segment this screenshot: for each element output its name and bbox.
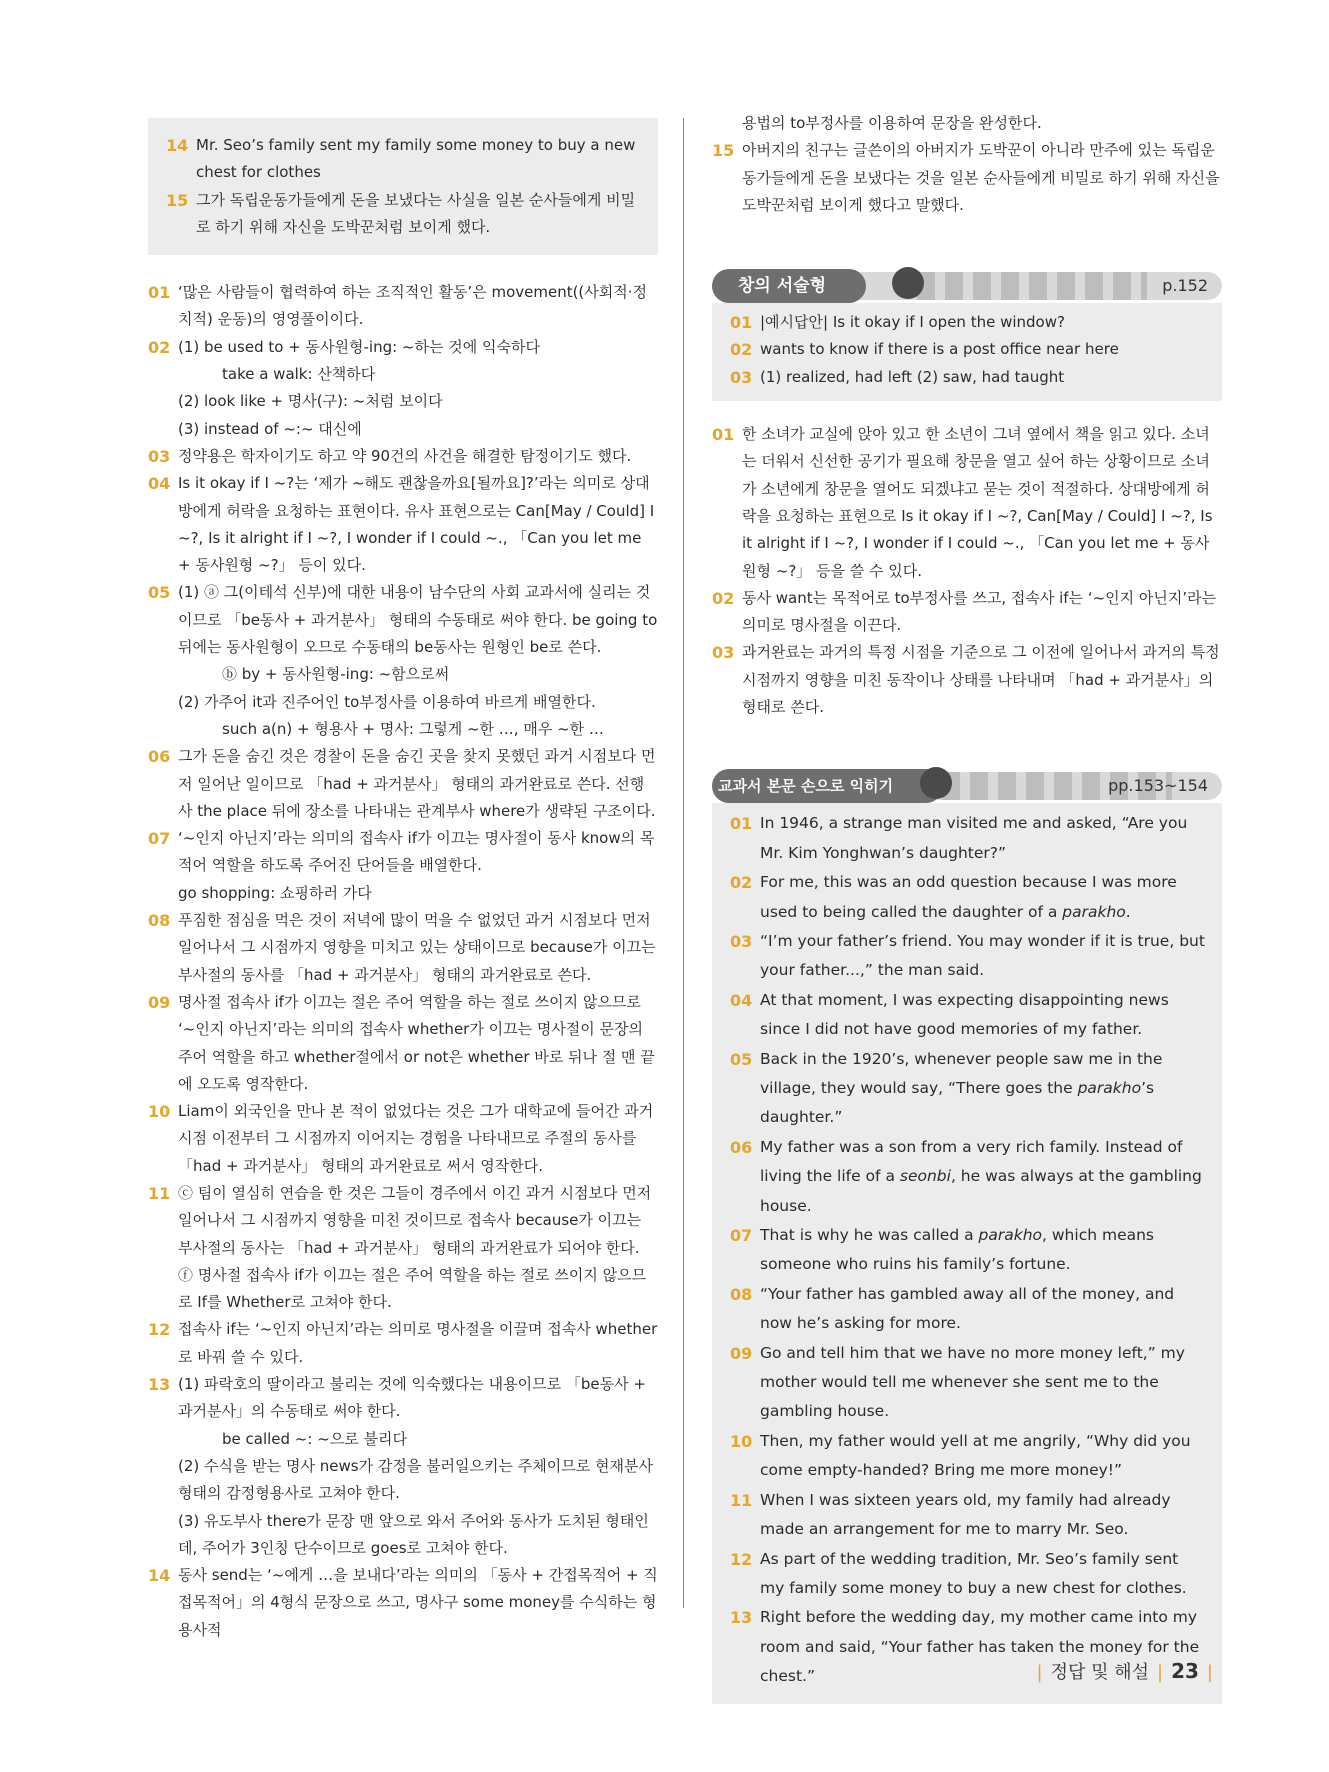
explanation-item bbox=[148, 1562, 658, 1644]
explanation-item bbox=[712, 421, 1222, 585]
item-number: 01 bbox=[148, 283, 171, 303]
passage-sentence bbox=[730, 1133, 1206, 1221]
item-text: 그가 독립운동가들에게 돈을 보냈다는 사실을 일본 순사들에게 비밀로 하기 위해 자신을 도박꾼처럼 보이게 했다. bbox=[196, 190, 636, 236]
item-text: Mr. Seo’s family sent my family some money to buy a new chest for clothes bbox=[196, 136, 636, 182]
item-number: 02 bbox=[730, 873, 753, 893]
item-text: As part of the wedding tradition, Mr. Seo’s family sent my family some money to buy a new chest for clothes. bbox=[760, 1549, 1187, 1597]
item-text: “Your father has gambled away all of the money, and now he’s asking for more. bbox=[760, 1284, 1175, 1333]
item-line: take a walk: 산책하다 bbox=[222, 365, 376, 384]
passage-sentence bbox=[730, 1221, 1206, 1280]
italic-term: seonbi bbox=[899, 1167, 951, 1186]
item-line: (3) instead of ~:~ 대신에 bbox=[178, 419, 362, 438]
passage-sentence bbox=[730, 1045, 1206, 1133]
item-number: 08 bbox=[730, 1284, 753, 1304]
passage-box bbox=[712, 803, 1222, 1703]
item-text: My father was a son from a very rich family. Instead of living the life of a bbox=[760, 1137, 1183, 1186]
explanation-item bbox=[148, 443, 658, 470]
item-text: “I’m your father’s friend. You may wonder if it is true, but your father...,” the man said. bbox=[760, 931, 1205, 980]
header-stripes bbox=[917, 272, 1147, 300]
answer-item bbox=[730, 336, 1206, 363]
left-column bbox=[148, 118, 658, 1644]
item-line: 푸짐한 점심을 먹은 것이 저녁에 많이 먹을 수 없었던 과거 시점보다 먼저 일어나서 그 시점까지 영향을 미치고 있는 상태이므로 because가 이끄는 부사절의 동사를 「had + 과거분사」 형태의 과거완료로 쓴다. bbox=[178, 911, 656, 984]
item-text: When I was sixteen years old, my family had already made an arrangement for me to marry Mr. Seo. bbox=[760, 1490, 1171, 1539]
item-line: be called ~: ~으로 불리다 bbox=[222, 1429, 407, 1448]
explanation-item bbox=[148, 743, 658, 825]
passage-sentence bbox=[730, 986, 1206, 1045]
item-text-tail: . bbox=[1125, 902, 1131, 921]
explanation-item bbox=[148, 1180, 658, 1316]
item-number: 10 bbox=[730, 1431, 753, 1451]
answer-item bbox=[166, 132, 642, 187]
explanation-item bbox=[712, 137, 1222, 219]
item-text-tail: , he was always at the gambling house. bbox=[760, 1167, 1202, 1215]
section-page: pp.153~154 bbox=[1108, 776, 1208, 796]
item-number: 12 bbox=[148, 1320, 171, 1340]
italic-term: parakho bbox=[1062, 902, 1126, 921]
item-line: (1) ⓐ 그(이테석 신부)에 대한 내용이 남수단의 사회 교과서에 실리는 것이므로 「be동사 + 과거분사」 형태의 수동태로 써야 한다. be going to 뒤에는 동사원형이 오므로 수동태의 be동사는 원형인 be로 쓴다. bbox=[178, 583, 658, 657]
item-text: (1) realized, had left (2) saw, had taught bbox=[760, 367, 1065, 386]
answer-item bbox=[166, 187, 642, 242]
passage-sentence bbox=[730, 1545, 1206, 1604]
answer-box bbox=[712, 303, 1222, 401]
explanation-item bbox=[148, 1316, 658, 1371]
section-page: p.152 bbox=[1162, 276, 1208, 296]
item-number: 09 bbox=[148, 992, 171, 1012]
item-text-tail: ’s daughter.” bbox=[760, 1079, 1155, 1127]
item-number: 01 bbox=[712, 425, 735, 445]
item-number: 15 bbox=[712, 141, 735, 161]
item-line: (2) 가주어 it과 진주어인 to부정사를 이용하여 바르게 배열한다. bbox=[178, 692, 596, 711]
explanation-item bbox=[148, 989, 658, 1098]
item-line: (3) 유도부사 there가 문장 맨 앞으로 와서 주어와 동사가 도치된 형태인데, 주어가 3인칭 단수이므로 goes로 고쳐야 한다. bbox=[178, 1511, 649, 1557]
item-line: (2) look like + 명사(구): ~처럼 보이다 bbox=[178, 392, 443, 411]
item-line: 동사 send는 ‘~에게 …을 보내다’라는 의미의 「동사 + 간접목적어 + 직접목적어」의 4형식 문장으로 쓰고, 명사구 some money를 수식하는 형용사적 bbox=[178, 1566, 658, 1639]
item-number: 03 bbox=[148, 446, 171, 466]
explanation-item bbox=[148, 1371, 658, 1562]
item-number: 15 bbox=[166, 190, 189, 210]
item-line: go shopping: 쇼핑하러 가다 bbox=[178, 883, 372, 902]
explanation-item bbox=[148, 470, 658, 579]
item-line: 접속사 if는 ‘~인지 아닌지’라는 의미로 명사절을 이끌며 접속사 whether로 바꿔 쓸 수 있다. bbox=[178, 1320, 658, 1366]
item-line: Is it okay if I ~?는 ‘제가 ~해도 괜찮을까요[될까요]?’라는 의미로 상대방에게 허락을 요청하는 표현이다. 유사 표현으로는 Can[May / Could] I ~?, Is it alright if I ~?, I wonder if I could ~., 「Can you let me + 동사원형 ~?」 등이 있다. bbox=[178, 474, 655, 575]
item-line: (1) be used to + 동사원형-ing: ~하는 것에 익숙하다 bbox=[178, 337, 540, 356]
item-number: 07 bbox=[148, 829, 171, 849]
item-number: 04 bbox=[730, 990, 753, 1010]
explanation-item bbox=[148, 279, 658, 334]
item-number: 01 bbox=[730, 313, 753, 333]
explanation-item bbox=[148, 579, 658, 743]
item-line: 명사절 접속사 if가 이끄는 절은 주어 역할을 하는 절로 쓰이지 않으므로 ‘~인지 아닌지’라는 의미의 접속사 whether가 이끄는 명사절이 문장의 주어 역할을 하고 whether절에서 or not은 whether 바로 뒤나 절 맨 끝에 오도록 영작한다. bbox=[178, 992, 655, 1093]
item-number: 02 bbox=[730, 340, 753, 360]
section-creative-writing bbox=[712, 267, 1222, 721]
item-number: 03 bbox=[712, 643, 735, 663]
explanation-item bbox=[148, 1098, 658, 1180]
passage-sentence bbox=[730, 868, 1206, 927]
italic-term: parakho bbox=[978, 1226, 1043, 1245]
header-knob bbox=[892, 267, 924, 299]
item-number: 14 bbox=[148, 1566, 171, 1586]
passage-sentence bbox=[730, 1427, 1206, 1486]
item-text: 용법의 to부정사를 이용하여 문장을 완성한다. bbox=[742, 114, 1042, 132]
item-text: Back in the 1920’s, whenever people saw me in the village, they would say, “There goes the bbox=[760, 1049, 1163, 1097]
item-line: 그가 돈을 숨긴 것은 경찰이 돈을 숨긴 곳을 찾지 못했던 과거 시점보다 먼저 일어난 일이므로 「had + 과거분사」 형태의 과거완료로 쓴다. 선행사 the place 뒤에 장소를 나타내는 관계부사 where가 생략된 구조이다. bbox=[178, 747, 656, 820]
explanation-item bbox=[148, 907, 658, 989]
section-textbook bbox=[712, 767, 1222, 1703]
section-header bbox=[712, 767, 1222, 803]
item-line: ⓑ by + 동사원형-ing: ~함으로써 bbox=[222, 665, 450, 684]
item-line: 정약용은 학자이기도 하고 약 90건의 사건을 해결한 탐정이기도 했다. bbox=[178, 446, 632, 465]
explanation-list bbox=[148, 279, 658, 1644]
passage-sentence bbox=[730, 927, 1206, 986]
right-column bbox=[712, 110, 1222, 1704]
item-line: such a(n) + 형용사 + 명사: 그렇게 ~한 …, 매우 ~한 … bbox=[222, 719, 604, 738]
item-text: Right before the wedding day, my mother came into my room and said, “Your father has taken the money for the chest.” bbox=[760, 1608, 1200, 1686]
item-number: 02 bbox=[148, 337, 171, 357]
item-text: 과거완료는 과거의 특정 시점을 기준으로 그 이전에 일어나서 과거의 특정 시점까지 영향을 미친 동작이나 상태를 나타내며 「had + 과거분사」의 형태로 쓴다. bbox=[742, 643, 1220, 717]
item-number: 13 bbox=[730, 1608, 753, 1628]
italic-term: parakho bbox=[1077, 1079, 1142, 1097]
item-number: 03 bbox=[730, 367, 753, 387]
item-text: 아버지의 친구는 글쓴이의 아버지가 도박꾼이 아니라 만주에 있는 독립운동가들에게 돈을 보냈다는 것을 일본 순사들에게 비밀로 하기 위해 자신을 도박꾼처럼 보이게 했다고 말했다. bbox=[742, 141, 1220, 214]
item-text: wants to know if there is a post office near here bbox=[760, 340, 1119, 359]
item-line: (2) 수식을 받는 명사 news가 감정을 불러일으키는 주체이므로 현재분사 형태의 감정형용사로 고쳐야 한다. bbox=[178, 1456, 653, 1503]
item-text: That is why he was called a bbox=[760, 1226, 979, 1245]
item-number: 14 bbox=[166, 136, 189, 155]
continued-text bbox=[712, 110, 1222, 137]
item-text: 한 소녀가 교실에 앉아 있고 한 소년이 그녀 옆에서 책을 읽고 있다. 소녀는 더워서 신선한 공기가 필요해 창문을 열고 싶어 하는 상황이므로 소녀가 소년에게 창문을 열어도 되겠냐고 묻는 것이 적절하다. 상대방에게 허락을 요청하는 표현으로 Is it okay if I ~?, Can[May / Could] I ~?, Is it alright if I ~?, I wonder if I could ~., 「Can you let me + 동사원형 ~?」 등을 쓸 수 있다. bbox=[742, 425, 1213, 580]
item-number: 01 bbox=[730, 814, 753, 834]
item-number: 09 bbox=[730, 1343, 753, 1363]
item-line: ‘~인지 아닌지’라는 의미의 접속사 if가 이끄는 명사절이 동사 know의 목적어 역할을 하도록 주어진 단어들을 배열한다. bbox=[178, 829, 655, 875]
explanation-item bbox=[712, 639, 1222, 721]
item-text-tail: , which means someone who ruins his family’s fortune. bbox=[760, 1226, 1154, 1274]
item-line: (1) 파락호의 딸이라고 불리는 것에 익숙했다는 내용이므로 「be동사 + 과거분사」의 수동태로 써야 한다. bbox=[178, 1375, 646, 1421]
item-line: ⓕ 명사절 접속사 if가 이끄는 절은 주어 역할을 하는 절로 쓰이지 않으므로 If를 Whether로 고쳐야 한다. bbox=[178, 1265, 647, 1312]
item-number: 04 bbox=[148, 474, 171, 494]
item-text: At that moment, I was expecting disappointing news since I did not have good memories of my father. bbox=[760, 990, 1169, 1039]
item-number: 02 bbox=[712, 588, 735, 608]
item-text: |예시답안| Is it okay if I open the window? bbox=[760, 313, 1065, 332]
answer-box-top bbox=[148, 118, 658, 255]
answer-item bbox=[730, 364, 1206, 391]
item-line: ‘많은 사람들이 협력하여 하는 조직적인 활동’은 movement((사회적·정치적) 운동)의 영영풀이이다. bbox=[178, 283, 648, 329]
section-title: 창의 서술형 bbox=[712, 269, 866, 303]
item-number: 05 bbox=[148, 583, 171, 603]
passage-sentence bbox=[730, 1486, 1206, 1545]
explanation-item bbox=[148, 825, 658, 907]
section-header bbox=[712, 267, 1222, 303]
item-number: 06 bbox=[730, 1137, 753, 1157]
answer-item bbox=[730, 309, 1206, 336]
item-number: 12 bbox=[730, 1549, 753, 1569]
explanation-item bbox=[712, 585, 1222, 640]
column-divider bbox=[683, 118, 684, 1608]
item-line: Liam이 외국인을 만나 본 적이 없었다는 것은 그가 대학교에 들어간 과거 시점 이전부터 그 시점까지 이어지는 경험을 나타내므로 주절의 동사를 「had + 과거분사」 형태의 과거완료로 써서 영작한다. bbox=[178, 1102, 654, 1175]
item-text: 동사 want는 목적어로 to부정사를 쓰고, 접속사 if는 ‘~인지 아닌지’라는 의미로 명사절을 이끈다. bbox=[742, 588, 1217, 635]
item-number: 13 bbox=[148, 1375, 171, 1395]
item-number: 07 bbox=[730, 1226, 753, 1246]
item-number: 11 bbox=[148, 1183, 171, 1203]
item-text: In 1946, a strange man visited me and asked, “Are you Mr. Kim Yonghwan’s daughter?” bbox=[760, 814, 1188, 862]
item-text: Go and tell him that we have no more money left,” my mother would tell me whenever she sent me to the gambling house. bbox=[760, 1343, 1185, 1421]
item-line: ⓒ 팀이 열심히 연습을 한 것은 그들이 경주에서 이긴 과거 시점보다 먼저 일어나서 그 시점까지 영향을 미친 것이므로 접속사 because가 이끄는 부사절의 동사는 「had + 과거분사」 형태의 과거완료가 되어야 한다. bbox=[178, 1183, 652, 1257]
passage-sentence bbox=[730, 1280, 1206, 1339]
page-footer: | 정답 및 해설 | 23 | bbox=[1036, 1659, 1213, 1683]
item-number: 06 bbox=[148, 747, 171, 767]
explanation-item bbox=[148, 334, 658, 443]
item-text: For me, this was an odd question because I was more used to being called the daughter of a bbox=[760, 873, 1177, 921]
item-text: Then, my father would yell at me angrily, “Why did you come empty-handed? Bring me more money!” bbox=[760, 1431, 1191, 1480]
item-number: 10 bbox=[148, 1102, 171, 1122]
page-number: 23 bbox=[1171, 1659, 1199, 1683]
footer-label: 정답 및 해설 bbox=[1050, 1662, 1149, 1683]
passage-sentence bbox=[730, 1339, 1206, 1427]
item-number: 08 bbox=[148, 911, 171, 931]
item-number: 11 bbox=[730, 1490, 753, 1510]
item-number: 05 bbox=[730, 1049, 753, 1069]
passage-sentence bbox=[730, 809, 1206, 868]
section-title: 교과서 본문 손으로 익히기 bbox=[712, 769, 943, 803]
item-number: 03 bbox=[730, 931, 753, 951]
explanation-list bbox=[712, 421, 1222, 721]
